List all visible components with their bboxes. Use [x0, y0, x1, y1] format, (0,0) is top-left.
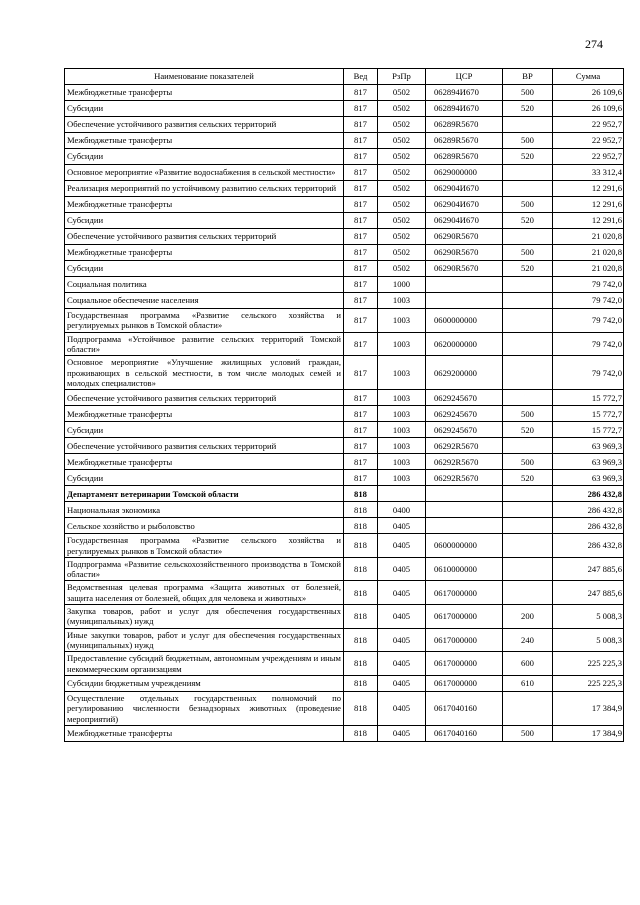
table-row: [65, 309, 624, 333]
cell-name: Обеспечение устойчивого развития сельских территорий: [65, 229, 344, 245]
cell-csr: 0617000000: [426, 605, 503, 629]
cell-csr: 062904И670: [426, 197, 503, 213]
cell-vr: [503, 438, 553, 454]
cell-sum: 63 969,3: [553, 454, 624, 470]
cell-vr: 500: [503, 454, 553, 470]
cell-vr: 520: [503, 261, 553, 277]
cell-ved: 817: [344, 406, 378, 422]
cell-ved: 818: [344, 675, 378, 691]
cell-name: Субсидии: [65, 470, 344, 486]
cell-sum: 26 109,6: [553, 101, 624, 117]
cell-csr: 062894И670: [426, 85, 503, 101]
cell-sum: 286 432,8: [553, 486, 624, 502]
table-row: [65, 356, 624, 390]
cell-vr: 500: [503, 406, 553, 422]
table-row: [65, 277, 624, 293]
table-row: [65, 652, 624, 676]
cell-ved: 817: [344, 197, 378, 213]
cell-ved: 817: [344, 261, 378, 277]
cell-rzpr: 0502: [378, 197, 426, 213]
table-row: [65, 332, 624, 356]
cell-vr: [503, 534, 553, 558]
cell-name: Закупка товаров, работ и услуг для обеспечения государственных (муниципальных) нужд: [65, 605, 344, 629]
cell-ved: 818: [344, 502, 378, 518]
table-row: [65, 454, 624, 470]
cell-vr: 240: [503, 628, 553, 652]
cell-ved: 818: [344, 557, 378, 581]
table-row: [65, 581, 624, 605]
cell-ved: 817: [344, 356, 378, 390]
table-row: [65, 470, 624, 486]
cell-name: Ведомственная целевая программа «Защита животных от болезней, защита населения от болезней, общих для человека и животных»: [65, 581, 344, 605]
cell-name: Социальное обеспечение населения: [65, 293, 344, 309]
cell-rzpr: 0405: [378, 652, 426, 676]
table-row: [65, 725, 624, 741]
cell-sum: 286 432,8: [553, 502, 624, 518]
table-header-row: [65, 69, 624, 85]
cell-vr: 500: [503, 85, 553, 101]
cell-csr: 0629000000: [426, 165, 503, 181]
cell-name: Департамент ветеринарии Томской области: [65, 486, 344, 502]
cell-ved: 817: [344, 133, 378, 149]
cell-vr: [503, 390, 553, 406]
cell-sum: 12 291,6: [553, 197, 624, 213]
cell-csr: 06292R5670: [426, 454, 503, 470]
cell-rzpr: 0405: [378, 581, 426, 605]
cell-csr: 062894И670: [426, 101, 503, 117]
cell-csr: 0617000000: [426, 628, 503, 652]
cell-csr: 06292R5670: [426, 470, 503, 486]
cell-vr: 520: [503, 470, 553, 486]
cell-ved: 817: [344, 293, 378, 309]
cell-sum: 22 952,7: [553, 117, 624, 133]
cell-rzpr: 0502: [378, 213, 426, 229]
cell-name: Субсидии: [65, 261, 344, 277]
cell-sum: 247 885,6: [553, 557, 624, 581]
cell-vr: [503, 502, 553, 518]
cell-rzpr: 0405: [378, 691, 426, 725]
cell-sum: 225 225,3: [553, 675, 624, 691]
table-row: [65, 149, 624, 165]
table-row: [65, 181, 624, 197]
cell-sum: 286 432,8: [553, 534, 624, 558]
cell-name: Межбюджетные трансферты: [65, 197, 344, 213]
cell-ved: 817: [344, 438, 378, 454]
cell-csr: 0629245670: [426, 422, 503, 438]
cell-vr: [503, 181, 553, 197]
cell-csr: 0600000000: [426, 534, 503, 558]
cell-rzpr: 0405: [378, 557, 426, 581]
table-row: [65, 518, 624, 534]
cell-name: Подпрограмма «Развитие сельскохозяйственного производства в Томской области»: [65, 557, 344, 581]
cell-csr: 062904И670: [426, 181, 503, 197]
cell-sum: 26 109,6: [553, 85, 624, 101]
cell-rzpr: 1003: [378, 454, 426, 470]
cell-csr: 0617000000: [426, 675, 503, 691]
cell-sum: 286 432,8: [553, 518, 624, 534]
page-number: 274: [585, 37, 603, 51]
table-row: [65, 390, 624, 406]
cell-name: Межбюджетные трансферты: [65, 133, 344, 149]
cell-sum: 21 020,8: [553, 229, 624, 245]
budget-table: [64, 68, 624, 742]
cell-csr: 0617040160: [426, 691, 503, 725]
cell-vr: 520: [503, 213, 553, 229]
cell-name: Предоставление субсидий бюджетным, автономным учреждениям и иным некоммерческим организациям: [65, 652, 344, 676]
cell-sum: 15 772,7: [553, 390, 624, 406]
cell-ved: 817: [344, 181, 378, 197]
cell-rzpr: 0502: [378, 85, 426, 101]
cell-vr: [503, 581, 553, 605]
cell-vr: 500: [503, 133, 553, 149]
cell-ved: 818: [344, 628, 378, 652]
cell-name: Основное мероприятие «Улучшение жилищных условий граждан, проживающих в сельской местности, в том числе молодых семей и молодых специалистов»: [65, 356, 344, 390]
cell-csr: 06289R5670: [426, 149, 503, 165]
cell-rzpr: 0405: [378, 675, 426, 691]
cell-csr: 06289R5670: [426, 133, 503, 149]
cell-name: Социальная политика: [65, 277, 344, 293]
cell-ved: 818: [344, 581, 378, 605]
cell-ved: 817: [344, 165, 378, 181]
cell-vr: [503, 277, 553, 293]
cell-sum: 21 020,8: [553, 261, 624, 277]
header-csr: ЦСР: [426, 69, 503, 85]
cell-sum: 33 312,4: [553, 165, 624, 181]
cell-ved: 817: [344, 85, 378, 101]
cell-sum: 225 225,3: [553, 652, 624, 676]
cell-csr: 06289R5670: [426, 117, 503, 133]
cell-vr: 600: [503, 652, 553, 676]
header-name: Наименование показателей: [65, 69, 344, 85]
cell-vr: [503, 293, 553, 309]
cell-vr: 520: [503, 101, 553, 117]
cell-name: Государственная программа «Развитие сельского хозяйства и регулируемых рынков в Томской области»: [65, 309, 344, 333]
cell-rzpr: 1003: [378, 332, 426, 356]
cell-sum: 63 969,3: [553, 470, 624, 486]
table-row: [65, 101, 624, 117]
table-row: [65, 605, 624, 629]
cell-csr: 0629245670: [426, 406, 503, 422]
cell-rzpr: 0502: [378, 261, 426, 277]
header-vr: ВР: [503, 69, 553, 85]
cell-csr: 0617040160: [426, 725, 503, 741]
cell-sum: 17 384,9: [553, 691, 624, 725]
cell-vr: [503, 229, 553, 245]
cell-csr: 0620000000: [426, 332, 503, 356]
cell-rzpr: 1003: [378, 406, 426, 422]
cell-vr: 500: [503, 725, 553, 741]
cell-sum: 12 291,6: [553, 181, 624, 197]
cell-ved: 818: [344, 691, 378, 725]
cell-sum: 63 969,3: [553, 438, 624, 454]
cell-name: Субсидии: [65, 422, 344, 438]
cell-rzpr: 0405: [378, 534, 426, 558]
cell-csr: 062904И670: [426, 213, 503, 229]
table-row: [65, 133, 624, 149]
cell-rzpr: [378, 486, 426, 502]
table-row: [65, 534, 624, 558]
cell-name: Иные закупки товаров, работ и услуг для обеспечения государственных (муниципальных) нужд: [65, 628, 344, 652]
cell-name: Субсидии: [65, 149, 344, 165]
cell-rzpr: 0400: [378, 502, 426, 518]
cell-vr: 200: [503, 605, 553, 629]
table-row: [65, 165, 624, 181]
cell-rzpr: 0502: [378, 117, 426, 133]
table-row: [65, 117, 624, 133]
cell-vr: [503, 557, 553, 581]
cell-name: Субсидии бюджетным учреждениям: [65, 675, 344, 691]
table-row: [65, 438, 624, 454]
cell-ved: 817: [344, 229, 378, 245]
cell-sum: 22 952,7: [553, 149, 624, 165]
cell-vr: [503, 486, 553, 502]
cell-sum: 79 742,0: [553, 293, 624, 309]
cell-name: Обеспечение устойчивого развития сельских территорий: [65, 438, 344, 454]
table-row: [65, 293, 624, 309]
cell-sum: 17 384,9: [553, 725, 624, 741]
cell-rzpr: 0502: [378, 245, 426, 261]
cell-rzpr: 0405: [378, 605, 426, 629]
cell-vr: [503, 691, 553, 725]
cell-ved: 818: [344, 652, 378, 676]
cell-vr: 500: [503, 197, 553, 213]
table-row: [65, 486, 624, 502]
cell-rzpr: 0502: [378, 181, 426, 197]
cell-name: Сельское хозяйство и рыболовство: [65, 518, 344, 534]
cell-name: Подпрограмма «Устойчивое развитие сельских территорий Томской области»: [65, 332, 344, 356]
cell-csr: 06290R5670: [426, 245, 503, 261]
cell-csr: 06290R5670: [426, 261, 503, 277]
cell-vr: 500: [503, 245, 553, 261]
cell-ved: 818: [344, 725, 378, 741]
table-row: [65, 197, 624, 213]
cell-rzpr: 0502: [378, 229, 426, 245]
cell-vr: [503, 165, 553, 181]
cell-ved: 818: [344, 605, 378, 629]
cell-name: Межбюджетные трансферты: [65, 245, 344, 261]
cell-ved: 817: [344, 390, 378, 406]
cell-ved: 817: [344, 117, 378, 133]
table-row: [65, 406, 624, 422]
cell-ved: 818: [344, 486, 378, 502]
cell-csr: [426, 502, 503, 518]
cell-sum: 79 742,0: [553, 277, 624, 293]
cell-csr: 06290R5670: [426, 229, 503, 245]
table-body: [65, 85, 624, 742]
cell-name: Межбюджетные трансферты: [65, 454, 344, 470]
cell-csr: 0629200000: [426, 356, 503, 390]
table-row: [65, 628, 624, 652]
cell-vr: 610: [503, 675, 553, 691]
cell-name: Межбюджетные трансферты: [65, 85, 344, 101]
cell-ved: 817: [344, 245, 378, 261]
cell-rzpr: 1003: [378, 356, 426, 390]
cell-csr: 0629245670: [426, 390, 503, 406]
cell-name: Обеспечение устойчивого развития сельских территорий: [65, 117, 344, 133]
cell-name: Субсидии: [65, 101, 344, 117]
cell-ved: 817: [344, 332, 378, 356]
cell-name: Осуществление отдельных государственных полномочий по регулированию численности безнадзорных животных (проведение мероприятий): [65, 691, 344, 725]
cell-csr: 0617000000: [426, 652, 503, 676]
cell-ved: 818: [344, 518, 378, 534]
cell-csr: 0610000000: [426, 557, 503, 581]
cell-name: Обеспечение устойчивого развития сельских территорий: [65, 390, 344, 406]
cell-rzpr: 1003: [378, 309, 426, 333]
cell-vr: [503, 518, 553, 534]
table-row: [65, 557, 624, 581]
cell-rzpr: 0502: [378, 133, 426, 149]
header-sum: Сумма: [553, 69, 624, 85]
cell-sum: 15 772,7: [553, 422, 624, 438]
cell-sum: 79 742,0: [553, 356, 624, 390]
cell-csr: [426, 293, 503, 309]
cell-csr: [426, 486, 503, 502]
cell-vr: [503, 117, 553, 133]
table-row: [65, 691, 624, 725]
cell-csr: [426, 277, 503, 293]
cell-name: Государственная программа «Развитие сельского хозяйства и регулируемых рынков в Томской области»: [65, 534, 344, 558]
cell-sum: 79 742,0: [553, 309, 624, 333]
header-ved: Вед: [344, 69, 378, 85]
cell-ved: 817: [344, 213, 378, 229]
cell-sum: 21 020,8: [553, 245, 624, 261]
cell-sum: 79 742,0: [553, 332, 624, 356]
cell-name: Межбюджетные трансферты: [65, 725, 344, 741]
cell-vr: 520: [503, 422, 553, 438]
cell-name: Реализация мероприятий по устойчивому развитию сельских территорий: [65, 181, 344, 197]
cell-name: Национальная экономика: [65, 502, 344, 518]
cell-sum: 15 772,7: [553, 406, 624, 422]
cell-sum: 5 008,3: [553, 628, 624, 652]
table-row: [65, 213, 624, 229]
table-row: [65, 245, 624, 261]
cell-ved: 817: [344, 149, 378, 165]
cell-rzpr: 0502: [378, 165, 426, 181]
cell-rzpr: 1003: [378, 422, 426, 438]
cell-rzpr: 0405: [378, 518, 426, 534]
table-row: [65, 229, 624, 245]
table-row: [65, 261, 624, 277]
cell-ved: 818: [344, 534, 378, 558]
table-row: [65, 85, 624, 101]
table-row: [65, 675, 624, 691]
cell-vr: [503, 332, 553, 356]
cell-rzpr: 1000: [378, 277, 426, 293]
cell-vr: [503, 309, 553, 333]
cell-name: Межбюджетные трансферты: [65, 406, 344, 422]
cell-sum: 247 885,6: [553, 581, 624, 605]
cell-ved: 817: [344, 470, 378, 486]
cell-rzpr: 1003: [378, 293, 426, 309]
cell-ved: 817: [344, 309, 378, 333]
cell-vr: [503, 356, 553, 390]
cell-csr: 0600000000: [426, 309, 503, 333]
cell-ved: 817: [344, 101, 378, 117]
cell-rzpr: 1003: [378, 438, 426, 454]
table-row: [65, 422, 624, 438]
cell-csr: 0617000000: [426, 581, 503, 605]
cell-ved: 817: [344, 422, 378, 438]
cell-name: Субсидии: [65, 213, 344, 229]
cell-rzpr: 0405: [378, 725, 426, 741]
header-rzpr: РзПр: [378, 69, 426, 85]
cell-rzpr: 0405: [378, 628, 426, 652]
table-row: [65, 502, 624, 518]
cell-rzpr: 1003: [378, 390, 426, 406]
cell-ved: 817: [344, 454, 378, 470]
cell-rzpr: 0502: [378, 101, 426, 117]
cell-csr: [426, 518, 503, 534]
cell-vr: 520: [503, 149, 553, 165]
cell-csr: 06292R5670: [426, 438, 503, 454]
cell-ved: 817: [344, 277, 378, 293]
cell-rzpr: 0502: [378, 149, 426, 165]
cell-sum: 5 008,3: [553, 605, 624, 629]
cell-rzpr: 1003: [378, 470, 426, 486]
cell-sum: 22 952,7: [553, 133, 624, 149]
cell-sum: 12 291,6: [553, 213, 624, 229]
cell-name: Основное мероприятие «Развитие водоснабжения в сельской местности»: [65, 165, 344, 181]
